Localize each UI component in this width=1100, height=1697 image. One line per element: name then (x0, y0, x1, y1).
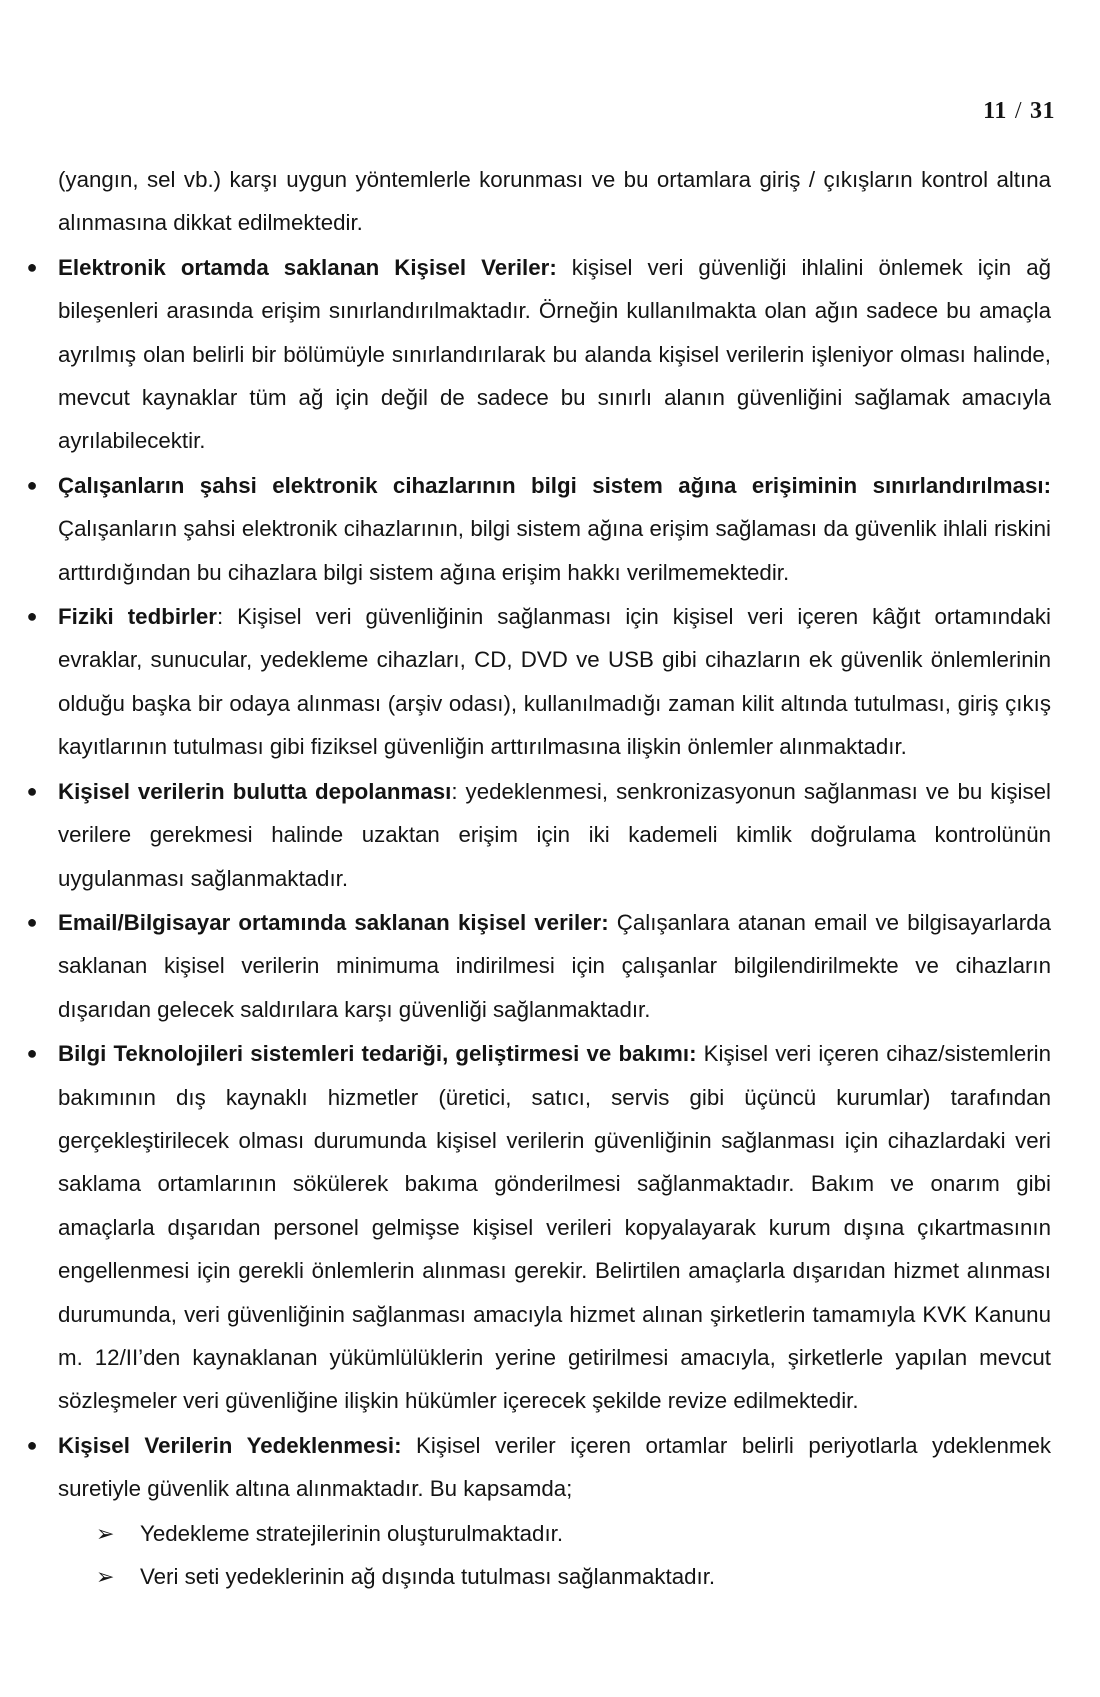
bullet-icon: ● (26, 780, 38, 801)
list-item (26, 901, 1051, 1031)
list-item (26, 595, 1051, 769)
sub-list-item-text: Yedekleme stratejilerinin oluşturulmaktadır. (140, 1520, 564, 1546)
list-item (26, 1032, 1051, 1423)
list-item-text: Kişisel veriler içeren ortamlar belirli periyotlarla ydeklenmek suretiyle güvenlik altına alınmaktadır. Bu kapsamda; (58, 1432, 1051, 1502)
list-item-text: kişisel veri güvenliği ihlalini önlemek için ağ bileşenleri arasında erişim sınırlandırılmaktadır. Örneğin kullanılmakta olan ağın sadece bu amaçla ayrılmış olan belirli bir bölümüyle sınırlandırılarak bu alanda kişisel verilerin işleniyor olması halinde, mevcut kaynaklar tüm ağ için değil de sadece bu sınırlı alanın güvenliğini sağlamak amacıyla ayrılabilecektir. (58, 254, 1051, 454)
list-item-text: : yedeklenmesi, senkronizasyonun sağlanması ve bu kişisel verilere gerekmesi halinde uzaktan erişim için iki kademeli kimlik doğrulama kontrolünün uygulanması sağlanmaktadır. (58, 778, 1051, 891)
sub-list (58, 1512, 1051, 1599)
bullet-icon: ● (26, 1043, 38, 1064)
list-item-title: Email/Bilgisayar ortamında saklanan kişisel veriler: (58, 909, 609, 935)
bullet-icon: ● (26, 1434, 38, 1455)
bullet-icon: ● (26, 911, 38, 932)
list-item-title: Kişisel verilerin bulutta depolanması (58, 778, 452, 804)
arrow-icon: ➢ (96, 1564, 115, 1589)
list-item-text: Çalışanlara atanan email ve bilgisayarlarda saklanan kişisel verilerin minimuma indirilmesi için çalışanlar bilgilendirilmekte ve cihazların dışarıdan gelecek saldırılara karşı güvenliği sağlanmaktadır. (58, 909, 1051, 1022)
sub-list-item-text: Veri seti yedeklerinin ağ dışında tutulması sağlanmaktadır. (140, 1564, 716, 1589)
bullet-icon: ● (26, 606, 38, 627)
list-item-title: Bilgi Teknolojileri sistemleri tedariği, geliştirmesi ve bakımı: (58, 1041, 697, 1067)
page-number (983, 98, 1055, 125)
page-total: 31 (1030, 98, 1055, 124)
list-item-text: Çalışanların şahsi elektronik cihazlarının, bilgi sistem ağına erişim sağlaması da güvenlik ihlali riskini arttırdığından bu cihazlara bilgi sistem ağına erişim hakkı verilmemektedir. (58, 516, 1051, 585)
list-item (26, 1424, 1051, 1511)
sub-list-item (58, 1512, 1051, 1555)
list-item-title: Elektronik ortamda saklanan Kişisel Veriler: (58, 254, 557, 280)
intro-paragraph: (yangın, sel vb.) karşı uygun yöntemlerle korunması ve bu ortamlara giriş / çıkışların kontrol altına alınmasına dikkat edilmektedir. (58, 167, 1051, 236)
bullet-icon: ● (26, 256, 38, 277)
page-separator: / (1014, 98, 1022, 124)
document-body (26, 158, 1051, 1598)
arrow-icon: ➢ (96, 1520, 115, 1546)
sub-list-item (58, 1555, 1051, 1598)
list-item (26, 464, 1051, 594)
list-item-title: Kişisel Verilerin Yedeklenmesi: (58, 1432, 402, 1458)
bullet-icon: ● (26, 474, 38, 495)
list-item (26, 770, 1051, 900)
list-item-text: : Kişisel veri güvenliğinin sağlanması için kişisel veri içeren kâğıt ortamındaki evraklar, sunucular, yedekleme cihazları, CD, DVD ve USB gibi cihazların ek güvenlik önlemlerinin olduğu başka bir odaya alınması (arşiv odası), kullanılmadığı zaman kilit altında tutulması, giriş çıkış kayıtlarının tutulması gibi fiziksel güvenliğin arttırılmasına ilişkin önlemler alınmaktadır. (58, 604, 1051, 760)
list-item (26, 246, 1051, 463)
list-item-text: Kişisel veri içeren cihaz/sistemlerin bakımının dış kaynaklı hizmetler (üretici, satıcı, servis gibi üçüncü kurumlar) tarafından gerçekleştirilecek olması durumunda kişisel verilerin güvenliğinin sağlanması için cihazlardaki veri saklama ortamlarının sökülerek bakıma gönderilmesi sağlanmaktadır. Bakım ve onarım gibi amaçlarla dışarıdan personel gelmişse kişisel verileri kopyalayarak kurum dışına çıkartmasının engellenmesi için gerekli önlemlerin alınması gerekir. Belirtilen amaçlarla dışarıdan hizmet alınması durumunda, veri güvenliğinin sağlanması amacıyla hizmet alınan şirketlerin tamamıyla KVK Kanunu m. 12/II’den kaynaklanan yükümlülüklerin yerine getirilmesi amacıyla, şirketlerle yapılan mevcut sözleşmeler veri güvenliğine ilişkin hükümler içerecek şekilde revize edilmektedir. (58, 1041, 1051, 1414)
page-current: 11 (983, 98, 1007, 124)
list-item-title: Fiziki tedbirler (58, 604, 217, 630)
list-item-title: Çalışanların şahsi elektronik cihazlarının bilgi sistem ağına erişiminin sınırlandırılması: (58, 472, 1051, 498)
